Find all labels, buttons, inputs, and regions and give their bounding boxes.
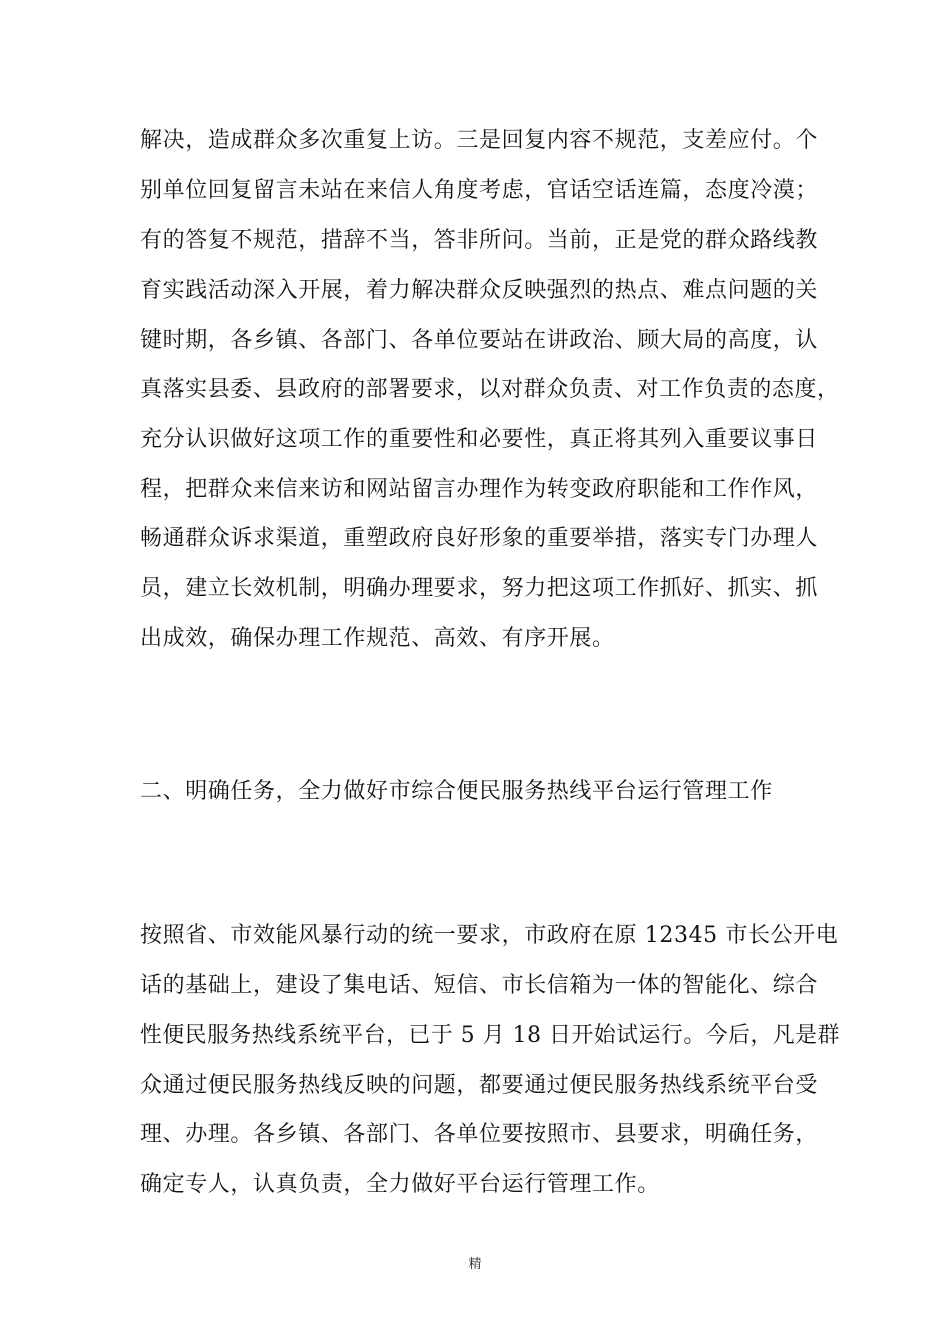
paragraph-line: 按照省、市效能风暴行动的统一要求，市政府在原 12345 市长公开电	[140, 923, 839, 948]
section-heading: 二、明确任务，全力做好市综合便民服务热线平台运行管理工作	[140, 779, 773, 804]
paragraph-line: 性便民服务热线系统平台，已于 5 月 18 日开始试运行。今后，凡是群	[140, 1023, 840, 1048]
paragraph-line: 畅通群众诉求渠道，重塑政府良好形象的重要举措，落实专门办理人	[140, 526, 819, 551]
paragraph-line: 程，把群众来信来访和网站留言办理作为转变政府职能和工作作风，	[140, 477, 819, 502]
paragraph-line: 确定专人，认真负责，全力做好平台运行管理工作。	[140, 1172, 660, 1197]
paragraph-line: 员，建立长效机制，明确办理要求，努力把这项工作抓好、抓实、抓	[140, 576, 819, 601]
paragraph-line: 话的基础上，建设了集电话、短信、市长信箱为一体的智能化、综合	[140, 973, 819, 998]
paragraph-line: 解决，造成群众多次重复上访。三是回复内容不规范，支差应付。个	[140, 128, 819, 153]
paragraph-line: 真落实县委、县政府的部署要求，以对群众负责、对工作负责的态度，	[140, 377, 840, 402]
paragraph-line: 出成效，确保办理工作规范、高效、有序开展。	[140, 626, 615, 651]
paragraph-line: 育实践活动深入开展，着力解决群众反映强烈的热点、难点问题的关	[140, 278, 819, 303]
paragraph-line: 众通过便民服务热线反映的问题，都要通过便民服务热线系统平台受	[140, 1073, 819, 1098]
paragraph-line: 理、办理。各乡镇、各部门、各单位要按照市、县要求，明确任务，	[140, 1122, 819, 1147]
paragraph-line: 充分认识做好这项工作的重要性和必要性，真正将其列入重要议事日	[140, 427, 819, 452]
paragraph-line: 有的答复不规范，措辞不当，答非所问。当前，正是党的群众路线教	[140, 228, 819, 253]
paragraph-line: 别单位回复留言未站在来信人角度考虑，官话空话连篇，态度冷漠；	[140, 178, 819, 203]
page-footer: 精	[468, 1257, 482, 1272]
paragraph-line: 键时期，各乡镇、各部门、各单位要站在讲政治、顾大局的高度，认	[140, 328, 819, 353]
